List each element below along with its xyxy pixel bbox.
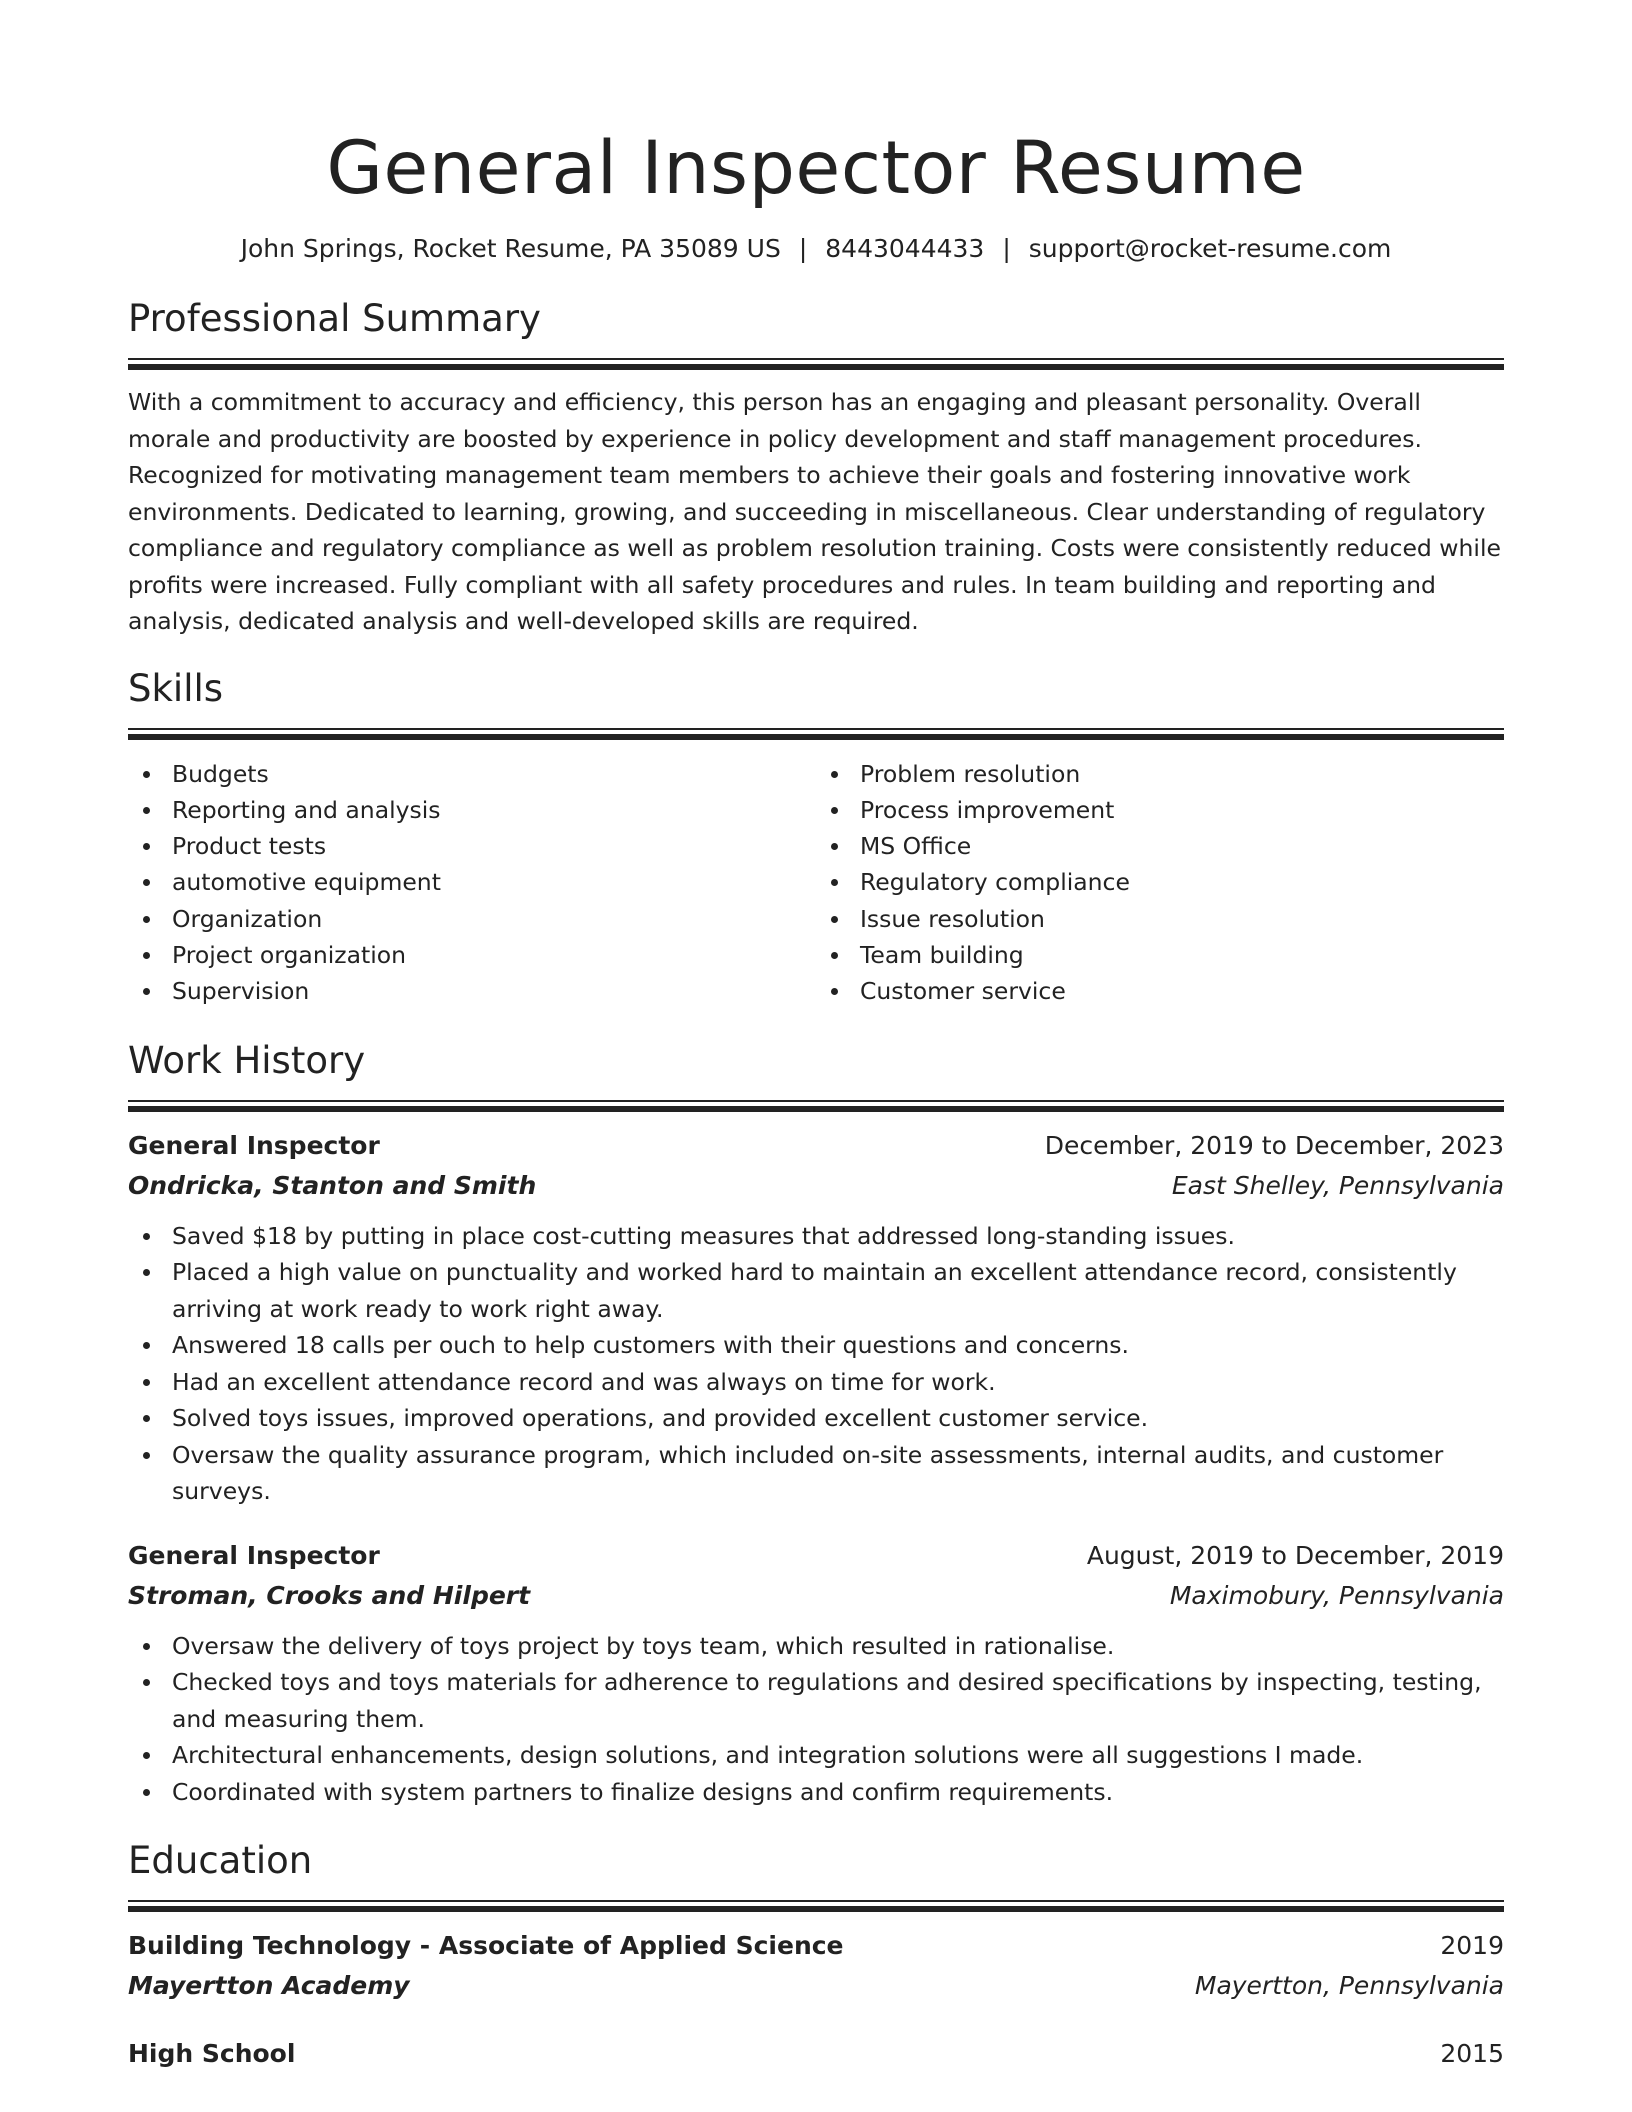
skill-item: Regulatory compliance bbox=[860, 864, 1504, 900]
skills-grid bbox=[128, 756, 1504, 1010]
job-bullets bbox=[128, 1218, 1504, 1510]
page-title: General Inspector Resume bbox=[326, 126, 1306, 211]
section-divider bbox=[128, 728, 1504, 740]
skill-item: Problem resolution bbox=[860, 756, 1504, 792]
job-company: Ondricka, Stanton and Smith bbox=[128, 1170, 537, 1200]
job-bullet: Placed a high value on punctuality and worked hard to maintain an excellent attendance record, consistently arriving at work ready to work right away. bbox=[172, 1254, 1504, 1327]
skill-item: Supervision bbox=[172, 973, 816, 1009]
education-section bbox=[128, 1838, 1504, 2074]
section-divider bbox=[128, 1900, 1504, 1912]
job-title: General Inspector bbox=[128, 1130, 380, 1160]
summary-section bbox=[128, 296, 1504, 640]
resume-page bbox=[128, 0, 1504, 2074]
job-bullet: Oversaw the delivery of toys project by toys team, which resulted in rationalise. bbox=[172, 1628, 1504, 1665]
skill-item: Project organization bbox=[172, 937, 816, 973]
job-subheader bbox=[128, 1166, 1504, 1206]
section-divider bbox=[128, 358, 1504, 370]
job-dates: August, 2019 to December, 2019 bbox=[1086, 1540, 1504, 1570]
job-bullet: Oversaw the quality assurance program, which included on-site assessments, internal audits, and customer surveys. bbox=[172, 1437, 1504, 1510]
skills-heading: Skills bbox=[128, 666, 224, 710]
job-bullet: Solved toys issues, improved operations, and provided excellent customer service. bbox=[172, 1400, 1504, 1437]
contact-line bbox=[128, 232, 1504, 266]
job-bullets bbox=[128, 1628, 1504, 1811]
job-subheader bbox=[128, 1576, 1504, 1616]
job-entry bbox=[128, 1536, 1504, 1811]
contact-email: support@rocket-resume.com bbox=[1028, 234, 1392, 263]
education-degree: High School bbox=[128, 2039, 296, 2069]
skill-item: Product tests bbox=[172, 828, 816, 864]
education-degree: Building Technology - Associate of Applied Science bbox=[128, 1931, 844, 1961]
education-location: Mayertton, Pennsylvania bbox=[1194, 1971, 1504, 2001]
skills-list-left bbox=[128, 756, 816, 1010]
job-company: Stroman, Crooks and Hilpert bbox=[128, 1580, 531, 1610]
education-year: 2019 bbox=[1440, 1931, 1504, 1961]
job-bullet: Saved $18 by putting in place cost-cutting measures that addressed long-standing issues. bbox=[172, 1218, 1504, 1255]
job-bullet: Coordinated with system partners to finalize designs and confirm requirements. bbox=[172, 1774, 1504, 1811]
skill-item: Process improvement bbox=[860, 792, 1504, 828]
skills-list-right bbox=[816, 756, 1504, 1010]
job-location: East Shelley, Pennsylvania bbox=[1171, 1170, 1504, 1200]
summary-text: With a commitment to accuracy and efficiency, this person has an engaging and pleasant personality. Overall morale and productivity are boosted by experience in policy development and staff management procedures. Recognized for motivating management team members to achieve their goals and fostering innovative work environments. Dedicated to learning, growing, and succeeding in miscellaneous. Clear understanding of regulatory compliance and regulatory compliance as well as problem resolution training. Costs were consistently reduced while profits were increased. Fully compliant with all safety procedures and rules. In team building and reporting and analysis, dedicated analysis and well-developed skills are required. bbox=[128, 388, 1501, 635]
job-bullet: Had an excellent attendance record and was always on time for work. bbox=[172, 1364, 1504, 1401]
job-bullet: Checked toys and toys materials for adherence to regulations and desired specifications by inspecting, testing, and measuring them. bbox=[172, 1664, 1504, 1737]
contact-separator: | bbox=[798, 234, 808, 263]
work-section bbox=[128, 1038, 1504, 1811]
work-heading: Work History bbox=[128, 1038, 366, 1082]
skill-item: Team building bbox=[860, 937, 1504, 973]
skill-item: Issue resolution bbox=[860, 901, 1504, 937]
job-entry bbox=[128, 1126, 1504, 1510]
education-entry bbox=[128, 2034, 1504, 2074]
job-header bbox=[128, 1126, 1504, 1166]
skill-item: Customer service bbox=[860, 973, 1504, 1009]
job-bullet: Answered 18 calls per ouch to help customers with their questions and concerns. bbox=[172, 1327, 1504, 1364]
education-subheader bbox=[128, 1966, 1504, 2006]
skill-item: automotive equipment bbox=[172, 864, 816, 900]
education-heading: Education bbox=[128, 1839, 313, 1883]
education-entry bbox=[128, 1926, 1504, 2006]
job-header bbox=[128, 1536, 1504, 1576]
education-school: Mayertton Academy bbox=[128, 1971, 410, 2001]
job-title: General Inspector bbox=[128, 1540, 380, 1570]
contact-phone: 8443044433 bbox=[825, 234, 985, 263]
education-header bbox=[128, 1926, 1504, 1966]
contact-separator: | bbox=[1002, 234, 1011, 263]
job-location: Maximobury, Pennsylvania bbox=[1169, 1580, 1504, 1610]
contact-address: John Springs, Rocket Resume, PA 35089 US bbox=[240, 234, 781, 263]
education-year: 2015 bbox=[1440, 2039, 1504, 2069]
skill-item: Reporting and analysis bbox=[172, 792, 816, 828]
summary-heading: Professional Summary bbox=[128, 297, 541, 340]
job-dates: December, 2019 to December, 2023 bbox=[1044, 1130, 1504, 1160]
skill-item: MS Office bbox=[860, 828, 1504, 864]
skill-item: Budgets bbox=[172, 756, 816, 792]
skills-section bbox=[128, 666, 1504, 1010]
education-header bbox=[128, 2034, 1504, 2074]
section-divider bbox=[128, 1100, 1504, 1112]
job-bullet: Architectural enhancements, design solutions, and integration solutions were all suggestions I made. bbox=[172, 1737, 1504, 1774]
skill-item: Organization bbox=[172, 901, 816, 937]
